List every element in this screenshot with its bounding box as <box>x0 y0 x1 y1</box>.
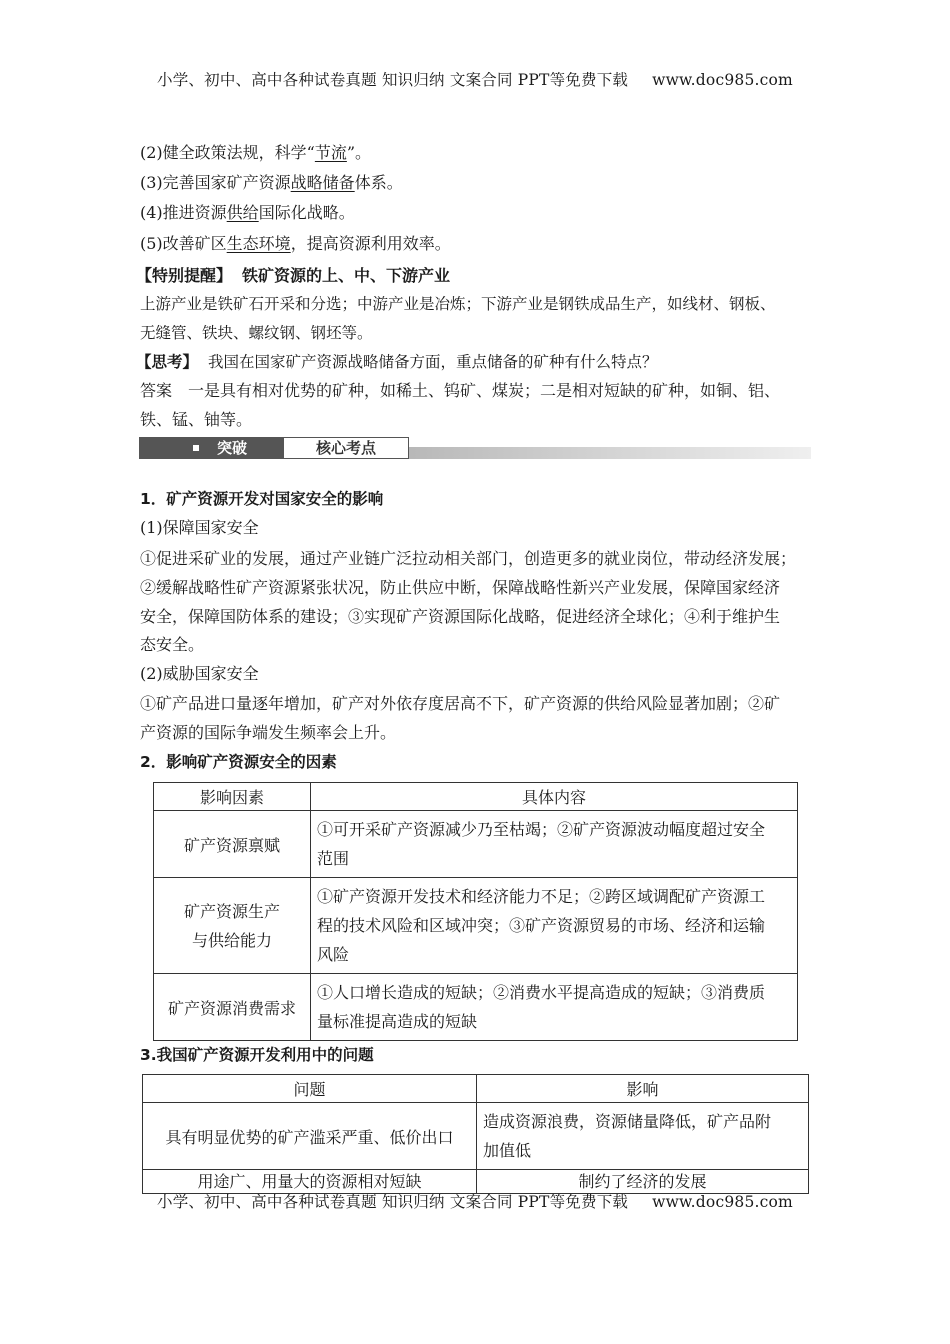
content-line: 程的技术风险和区域冲突；③矿产资源贸易的市场、经济和运输 <box>317 916 766 935</box>
factor-text: 矿产资源消费需求 <box>167 998 296 1018</box>
factor-cell <box>154 811 311 878</box>
measure-2 <box>140 143 820 163</box>
measure-4-end: 国际化战略。 <box>258 203 355 222</box>
think-heading <box>136 352 816 372</box>
think-answer-2: 铁、锰、铀等。 <box>140 410 253 429</box>
section-1-p1-line-1: ①促进采矿业的发展，通过产业链广泛拉动相关部门，创造更多的就业岗位，带动经济发展； <box>140 549 797 568</box>
banner-left <box>139 437 283 459</box>
content-line: ①人口增长造成的短缺；②消费水平提高造成的短缺；③消费质 <box>317 983 766 1002</box>
table-row <box>154 974 798 1041</box>
header-cell: 影响 <box>477 1075 809 1103</box>
section-banner <box>139 437 811 463</box>
impact-line: 加值低 <box>483 1141 532 1160</box>
content-cell <box>311 974 798 1041</box>
page-header <box>0 68 950 90</box>
section-1-sub-1: (1)保障国家安全 <box>140 518 259 537</box>
impact-cell <box>477 1103 809 1170</box>
section-1-p1-line-3: 安全，保障国防体系的建设；③实现矿产资源国际化战略，促进经济全球化；④利于维护生 <box>140 607 781 626</box>
tip-line-2: 无缝管、铁块、螺纹钢、钢坯等。 <box>140 324 373 342</box>
measure-3 <box>140 173 820 193</box>
page-footer <box>0 1190 950 1212</box>
banner-left-label: 突破 <box>217 439 248 457</box>
banner-right: 核心考点 <box>283 437 409 459</box>
factor-text: 与供给能力 <box>191 930 272 950</box>
content-cell <box>311 811 798 878</box>
square-bullet-icon <box>193 445 199 451</box>
table-header-row <box>154 783 798 811</box>
section-1-title: 1．矿产资源开发对国家安全的影响 <box>140 490 384 508</box>
think-answer-1: 答案 一是具有相对优势的矿种，如稀土、钨矿、煤炭；二是相对短缺的矿种，如铜、铝、 <box>140 381 781 400</box>
table-row <box>154 811 798 878</box>
factor-text: 矿产资源禀赋 <box>183 835 280 855</box>
footer-text: 小学、初中、高中各种试卷真题 知识归纳 文案合同 PPT等免费下载 <box>157 1193 629 1211</box>
section-2-title: 2．影响矿产资源安全的因素 <box>140 753 337 771</box>
content-line: 风险 <box>317 945 350 964</box>
measure-3-text: (3)完善国家矿产资源 <box>140 173 291 192</box>
factor-text: 矿产资源生产 <box>183 901 280 921</box>
section-1-p1-line-4: 态安全。 <box>140 635 205 654</box>
measure-4-text: (4)推进资源 <box>140 203 227 222</box>
footer-site: www.doc985.com <box>652 1193 793 1211</box>
header-site: www.doc985.com <box>652 71 793 89</box>
factors-table <box>153 782 798 1041</box>
think-question: 我国在国家矿产资源战略储备方面，重点储备的矿种有什么特点？ <box>208 353 658 371</box>
header-text: 小学、初中、高中各种试卷真题 知识归纳 文案合同 PPT等免费下载 <box>157 71 629 89</box>
tip-title: 铁矿资源的上、中、下游产业 <box>242 266 451 285</box>
tip-heading <box>136 266 816 286</box>
section-1-sub-2: (2)威胁国家安全 <box>140 664 259 683</box>
tip-line-1: 上游产业是铁矿石开采和分选；中游产业是冶炼；下游产业是钢铁成品生产，如线材、钢板、 <box>140 295 776 313</box>
content-line: ①矿产资源开发技术和经济能力不足；②跨区域调配矿产资源工 <box>317 887 766 906</box>
factor-cell <box>154 878 311 974</box>
measure-3-end: 体系。 <box>354 173 403 192</box>
content-cell <box>311 878 798 974</box>
measure-2-text: (2)健全政策法规，科学“ <box>140 143 315 162</box>
impact-line: 造成资源浪费，资源储量降低，矿产品附 <box>483 1112 772 1131</box>
problem-cell: 具有明显优势的矿产滥采严重、低价出口 <box>143 1103 477 1170</box>
section-1-p2-line-2: 产资源的国际争端发生频率会上升。 <box>140 723 397 742</box>
measure-5-end: ，提高资源利用效率。 <box>290 234 451 253</box>
header-cell: 影响因素 <box>154 783 311 811</box>
table-row <box>154 878 798 974</box>
section-1-p1-line-2: ②缓解战略性矿产资源紧张状况，防止供应中断，保障战略性新兴产业发展，保障国家经济 <box>140 578 781 597</box>
header-cell: 具体内容 <box>311 783 798 811</box>
section-1-p2-line-1: ①矿产品进口量逐年增加，矿产对外依存度居高不下，矿产资源的供给风险显著加剧；②矿 <box>140 694 781 713</box>
table-row <box>143 1103 809 1170</box>
content-line: ①可开采矿产资源减少乃至枯竭；②矿产资源波动幅度超过安全 <box>317 820 766 839</box>
measure-5-text: (5)改善矿区 <box>140 234 227 253</box>
table-header-row <box>143 1075 809 1103</box>
content-line: 范围 <box>317 849 350 868</box>
factor-cell <box>154 974 311 1041</box>
problem-cell: 用途广、用量大的资源相对短缺 <box>143 1170 477 1194</box>
section-3-title: 3.我国矿产资源开发利用中的问题 <box>140 1046 374 1064</box>
measure-5 <box>140 234 820 254</box>
problems-table <box>142 1074 809 1194</box>
impact-cell: 制约了经济的发展 <box>477 1170 809 1194</box>
think-label: 【思考】 <box>136 353 199 371</box>
measure-4-key: 供给 <box>226 203 259 222</box>
measure-5-key: 生态环境 <box>226 234 291 253</box>
measure-4 <box>140 203 820 223</box>
tip-label: 【特别提醒】 <box>136 266 233 285</box>
measure-2-key: 节流 <box>314 143 347 162</box>
header-cell: 问题 <box>143 1075 477 1103</box>
measure-3-key: 战略储备 <box>290 173 355 192</box>
measure-2-end: ”。 <box>346 143 372 162</box>
content-line: 量标准提高造成的短缺 <box>317 1012 478 1031</box>
